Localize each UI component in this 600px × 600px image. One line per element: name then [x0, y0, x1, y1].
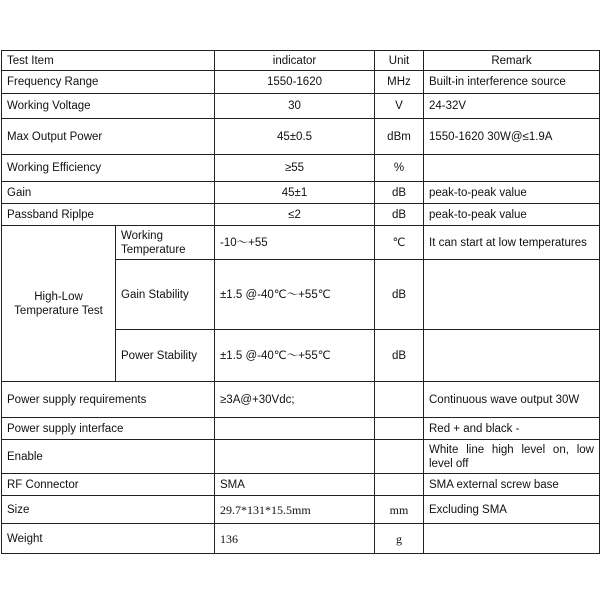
table-row: [2, 71, 600, 94]
unit-cell: [375, 418, 424, 440]
indicator-cell: ≥55: [215, 155, 375, 182]
table-row: [2, 418, 600, 440]
sub-item-cell: Working Temperature: [116, 226, 215, 260]
table-row: [2, 524, 600, 554]
unit-cell: mm: [375, 496, 424, 524]
unit-cell: dBm: [375, 119, 424, 155]
indicator-cell: -10～+55: [215, 226, 375, 260]
item-cell: Power supply interface: [2, 418, 215, 440]
table-row: [2, 94, 600, 119]
unit-cell: dB: [375, 182, 424, 204]
item-cell: Power supply requirements: [2, 382, 215, 418]
remark-cell: SMA external screw base: [424, 474, 600, 496]
item-cell: Max Output Power: [2, 119, 215, 155]
unit-cell: V: [375, 94, 424, 119]
sub-item-cell: Power Stability: [116, 330, 215, 382]
group-cell-high-low-temperature: High-Low Temperature Test: [2, 226, 116, 382]
remark-cell: Red + and black -: [424, 418, 600, 440]
table-row: [2, 496, 600, 524]
unit-cell: dB: [375, 330, 424, 382]
remark-cell: Excluding SMA: [424, 496, 600, 524]
header-remark: Remark: [424, 51, 600, 71]
table-row: [2, 474, 600, 496]
item-cell: Enable: [2, 440, 215, 474]
item-cell: Frequency Range: [2, 71, 215, 94]
indicator-cell: [215, 440, 375, 474]
table-row: [2, 182, 600, 204]
unit-cell: %: [375, 155, 424, 182]
header-unit: Unit: [375, 51, 424, 71]
sub-item-cell: Gain Stability: [116, 260, 215, 330]
indicator-cell: ≥3A@+30Vdc;: [215, 382, 375, 418]
unit-cell: [375, 440, 424, 474]
unit-cell: [375, 382, 424, 418]
indicator-cell: 30: [215, 94, 375, 119]
remark-cell: [424, 524, 600, 554]
remark-cell: peak-to-peak value: [424, 204, 600, 226]
indicator-cell: ≤2: [215, 204, 375, 226]
indicator-cell: 45±0.5: [215, 119, 375, 155]
unit-cell: [375, 474, 424, 496]
header-indicator: indicator: [215, 51, 375, 71]
remark-cell: It can start at low temperatures: [424, 226, 600, 260]
indicator-cell: 29.7*131*15.5mm: [215, 496, 375, 524]
remark-cell: [424, 260, 600, 330]
table-row: [2, 382, 600, 418]
indicator-cell: SMA: [215, 474, 375, 496]
unit-cell: dB: [375, 260, 424, 330]
remark-cell: 24-32V: [424, 94, 600, 119]
item-cell: Gain: [2, 182, 215, 204]
remark-cell: White line high level on, low level off: [424, 440, 600, 474]
indicator-cell: 45±1: [215, 182, 375, 204]
header-row: [2, 51, 600, 71]
remark-cell: [424, 155, 600, 182]
item-cell: RF Connector: [2, 474, 215, 496]
table-row: [2, 155, 600, 182]
unit-cell: g: [375, 524, 424, 554]
header-test-item: Test Item: [2, 51, 215, 71]
item-cell: Size: [2, 496, 215, 524]
remark-cell: [424, 330, 600, 382]
remark-cell: Built-in interference source: [424, 71, 600, 94]
item-cell: Working Voltage: [2, 94, 215, 119]
unit-cell: ℃: [375, 226, 424, 260]
table-row: [2, 204, 600, 226]
remark-cell: peak-to-peak value: [424, 182, 600, 204]
indicator-cell: 136: [215, 524, 375, 554]
indicator-cell: ±1.5 @-40℃～+55℃: [215, 260, 375, 330]
unit-cell: MHz: [375, 71, 424, 94]
spec-table: [1, 50, 600, 554]
item-cell: Passband Riplpe: [2, 204, 215, 226]
indicator-cell: 1550-1620: [215, 71, 375, 94]
indicator-cell: [215, 418, 375, 440]
table-row: [2, 226, 600, 260]
table-row: [2, 440, 600, 474]
remark-cell: Continuous wave output 30W: [424, 382, 600, 418]
unit-cell: dB: [375, 204, 424, 226]
item-cell: Working Efficiency: [2, 155, 215, 182]
item-cell: Weight: [2, 524, 215, 554]
remark-cell: 1550-1620 30W@≤1.9A: [424, 119, 600, 155]
table-row: [2, 119, 600, 155]
indicator-cell: ±1.5 @-40℃～+55℃: [215, 330, 375, 382]
